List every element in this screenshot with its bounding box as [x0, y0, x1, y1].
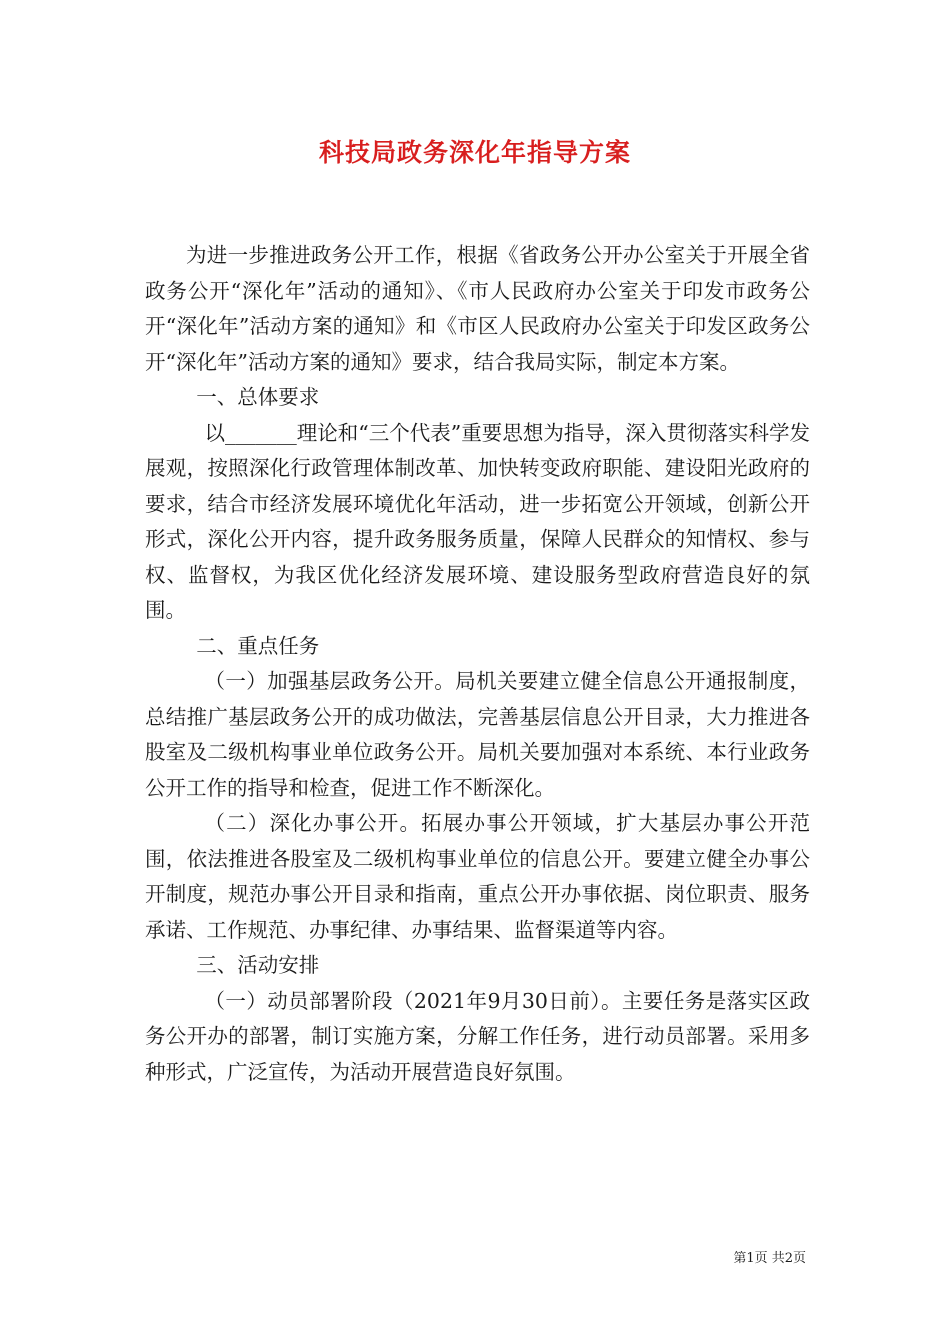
section-1-paragraph: 以_______理论和“三个代表”重要思想为指导，深入贯彻落实科学发展观，按照深化行政管理体制改革、加快转变政府职能、建设阳光政府的要求，结合市经济发展环境优化年活动，进一步拓宽公开领域，创新公开形式，深化公开内容，提升政务服务质量，保障人民群众的知情权、参与权、监督权，为我区优化经济发展环境、建设服务型政府营造良好的氛围。	[145, 420, 810, 622]
section-3-item-1: （一）动员部署阶段（2021年9月30日前）。主要任务是落实区政务公开办的部署，制订实施方案，分解工作任务，进行动员部署。采用多种形式，广泛宣传，为活动开展营造良好氛围。	[145, 988, 810, 1084]
section-heading-1: 一、总体要求	[196, 385, 320, 409]
section-2-item-2: （二）深化办事公开。拓展办事公开领域，扩大基层办事公开范围，依法推进各股室及二级机构事业单位的信息公开。要建立健全办事公开制度，规范办事公开目录和指南，重点公开办事依据、岗位职责、服务承诺、工作规范、办事纪律、办事结果、监督渠道等内容。	[145, 811, 810, 942]
page-number: 第1页 共2页	[733, 1251, 806, 1266]
document-title: 科技局政务深化年指导方案	[318, 138, 631, 167]
intro-paragraph: 为进一步推进政务公开工作，根据《省政务公开办公室关于开展全省政务公开“深化年”活动的通知》、《市人民政府办公室关于印发市政务公开“深化年”活动方案的通知》和《市区人民政府办公室关于印发区政务公开“深化年”活动方案的通知》要求，结合我局实际，制定本方案。	[145, 243, 810, 374]
section-2-item-1: （一）加强基层政务公开。局机关要建立健全信息公开通报制度，总结推广基层政务公开的成功做法，完善基层信息公开目录，大力推进各股室及二级机构事业单位政务公开。局机关要加强对本系统、本行业政务公开工作的指导和检查，促进工作不断深化。	[145, 669, 810, 800]
section-heading-3: 三、活动安排	[196, 953, 320, 977]
section-heading-2: 二、重点任务	[196, 633, 320, 658]
document-body	[145, 238, 810, 1090]
